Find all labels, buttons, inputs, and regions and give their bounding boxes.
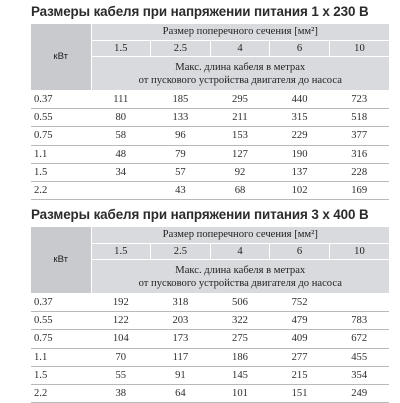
- table-title: Размеры кабеля при напряжении питания 1 x 230 В: [31, 4, 369, 19]
- kw-cell: 1.5: [31, 366, 91, 384]
- size-header: 2.5: [151, 41, 211, 57]
- length-cell: 55: [91, 366, 151, 384]
- size-header: 6: [270, 244, 330, 260]
- length-cell: 315: [270, 109, 330, 127]
- table-row: [31, 109, 389, 127]
- length-cell: 70: [91, 348, 151, 366]
- length-cell: 48: [91, 145, 151, 163]
- length-cell: 275: [210, 330, 270, 348]
- table-row: [31, 294, 389, 312]
- table-row: [31, 348, 389, 366]
- max-length-line-1: Макс. длина кабеля в метрах: [175, 264, 306, 276]
- kw-cell: 0.75: [31, 330, 91, 348]
- kw-cell: 2.2: [31, 384, 91, 402]
- length-cell: 153: [210, 127, 270, 145]
- size-header: 2.5: [151, 244, 211, 260]
- length-cell: 58: [91, 127, 151, 145]
- length-cell: 723: [329, 91, 389, 109]
- size-header: 6: [270, 41, 330, 57]
- length-cell: 229: [270, 127, 330, 145]
- length-cell: 64: [151, 384, 211, 402]
- length-cell: 440: [270, 91, 330, 109]
- table-row: [31, 127, 389, 145]
- length-cell: 169: [329, 181, 389, 199]
- length-cell: [329, 294, 389, 312]
- length-cell: 277: [270, 348, 330, 366]
- length-cell: 295: [210, 91, 270, 109]
- cross-section-header: Размер поперечного сечения [мм²]: [91, 24, 389, 41]
- length-cell: 102: [270, 181, 330, 199]
- length-cell: 409: [270, 330, 330, 348]
- length-cell: 127: [210, 145, 270, 163]
- cable-table-1x230: [31, 0, 389, 200]
- length-cell: 57: [151, 163, 211, 181]
- length-cell: 117: [151, 348, 211, 366]
- length-cell: 215: [270, 366, 330, 384]
- max-length-header: [91, 57, 389, 91]
- length-cell: [91, 181, 151, 199]
- max-length-line-2: от пускового устройства двигателя до насоса: [138, 74, 342, 86]
- kw-cell: 0.75: [31, 127, 91, 145]
- cross-section-header: Размер поперечного сечения [мм²]: [91, 227, 389, 244]
- size-header: 1.5: [91, 41, 151, 57]
- cable-size-table: [31, 227, 389, 403]
- size-header: 4: [210, 244, 270, 260]
- size-header: 4: [210, 41, 270, 57]
- length-cell: 91: [151, 366, 211, 384]
- length-cell: 101: [210, 384, 270, 402]
- length-cell: 479: [270, 312, 330, 330]
- table-row: [31, 330, 389, 348]
- length-cell: 752: [270, 294, 330, 312]
- kw-cell: 0.37: [31, 91, 91, 109]
- size-header: 10: [329, 41, 389, 57]
- length-cell: 133: [151, 109, 211, 127]
- length-cell: 228: [329, 163, 389, 181]
- length-cell: 96: [151, 127, 211, 145]
- kw-cell: 0.55: [31, 312, 91, 330]
- cable-size-table: [31, 24, 389, 200]
- length-cell: 92: [210, 163, 270, 181]
- length-cell: 783: [329, 312, 389, 330]
- length-cell: 506: [210, 294, 270, 312]
- length-cell: 173: [151, 330, 211, 348]
- length-cell: 518: [329, 109, 389, 127]
- table-row: [31, 91, 389, 109]
- table-row: [31, 145, 389, 163]
- size-header: 1.5: [91, 244, 151, 260]
- length-cell: 38: [91, 384, 151, 402]
- max-length-line-1: Макс. длина кабеля в метрах: [175, 61, 306, 73]
- length-cell: 186: [210, 348, 270, 366]
- table-row: [31, 312, 389, 330]
- length-cell: 190: [270, 145, 330, 163]
- length-cell: 145: [210, 366, 270, 384]
- length-cell: 68: [210, 181, 270, 199]
- length-cell: 322: [210, 312, 270, 330]
- length-cell: 79: [151, 145, 211, 163]
- length-cell: 185: [151, 91, 211, 109]
- length-cell: 111: [91, 91, 151, 109]
- length-cell: 80: [91, 109, 151, 127]
- kw-column-header: кВт: [31, 24, 91, 91]
- table-row: [31, 163, 389, 181]
- length-cell: 354: [329, 366, 389, 384]
- length-cell: 672: [329, 330, 389, 348]
- table-title: Размеры кабеля при напряжении питания 3 x 400 В: [31, 207, 369, 222]
- length-cell: 318: [151, 294, 211, 312]
- length-cell: 249: [329, 384, 389, 402]
- length-cell: 316: [329, 145, 389, 163]
- length-cell: 203: [151, 312, 211, 330]
- kw-cell: 2.2: [31, 181, 91, 199]
- length-cell: 151: [270, 384, 330, 402]
- cable-table-3x400: [31, 203, 389, 403]
- kw-cell: 1.5: [31, 163, 91, 181]
- length-cell: 34: [91, 163, 151, 181]
- length-cell: 211: [210, 109, 270, 127]
- length-cell: 455: [329, 348, 389, 366]
- table-row: [31, 181, 389, 199]
- max-length-line-2: от пускового устройства двигателя до насоса: [138, 277, 342, 289]
- table-row: [31, 366, 389, 384]
- size-header: 10: [329, 244, 389, 260]
- kw-cell: 1.1: [31, 145, 91, 163]
- length-cell: 137: [270, 163, 330, 181]
- kw-cell: 1.1: [31, 348, 91, 366]
- length-cell: 104: [91, 330, 151, 348]
- kw-column-header: кВт: [31, 227, 91, 294]
- length-cell: 192: [91, 294, 151, 312]
- length-cell: 377: [329, 127, 389, 145]
- length-cell: 122: [91, 312, 151, 330]
- max-length-header: [91, 260, 389, 294]
- kw-cell: 0.37: [31, 294, 91, 312]
- kw-cell: 0.55: [31, 109, 91, 127]
- length-cell: 43: [151, 181, 211, 199]
